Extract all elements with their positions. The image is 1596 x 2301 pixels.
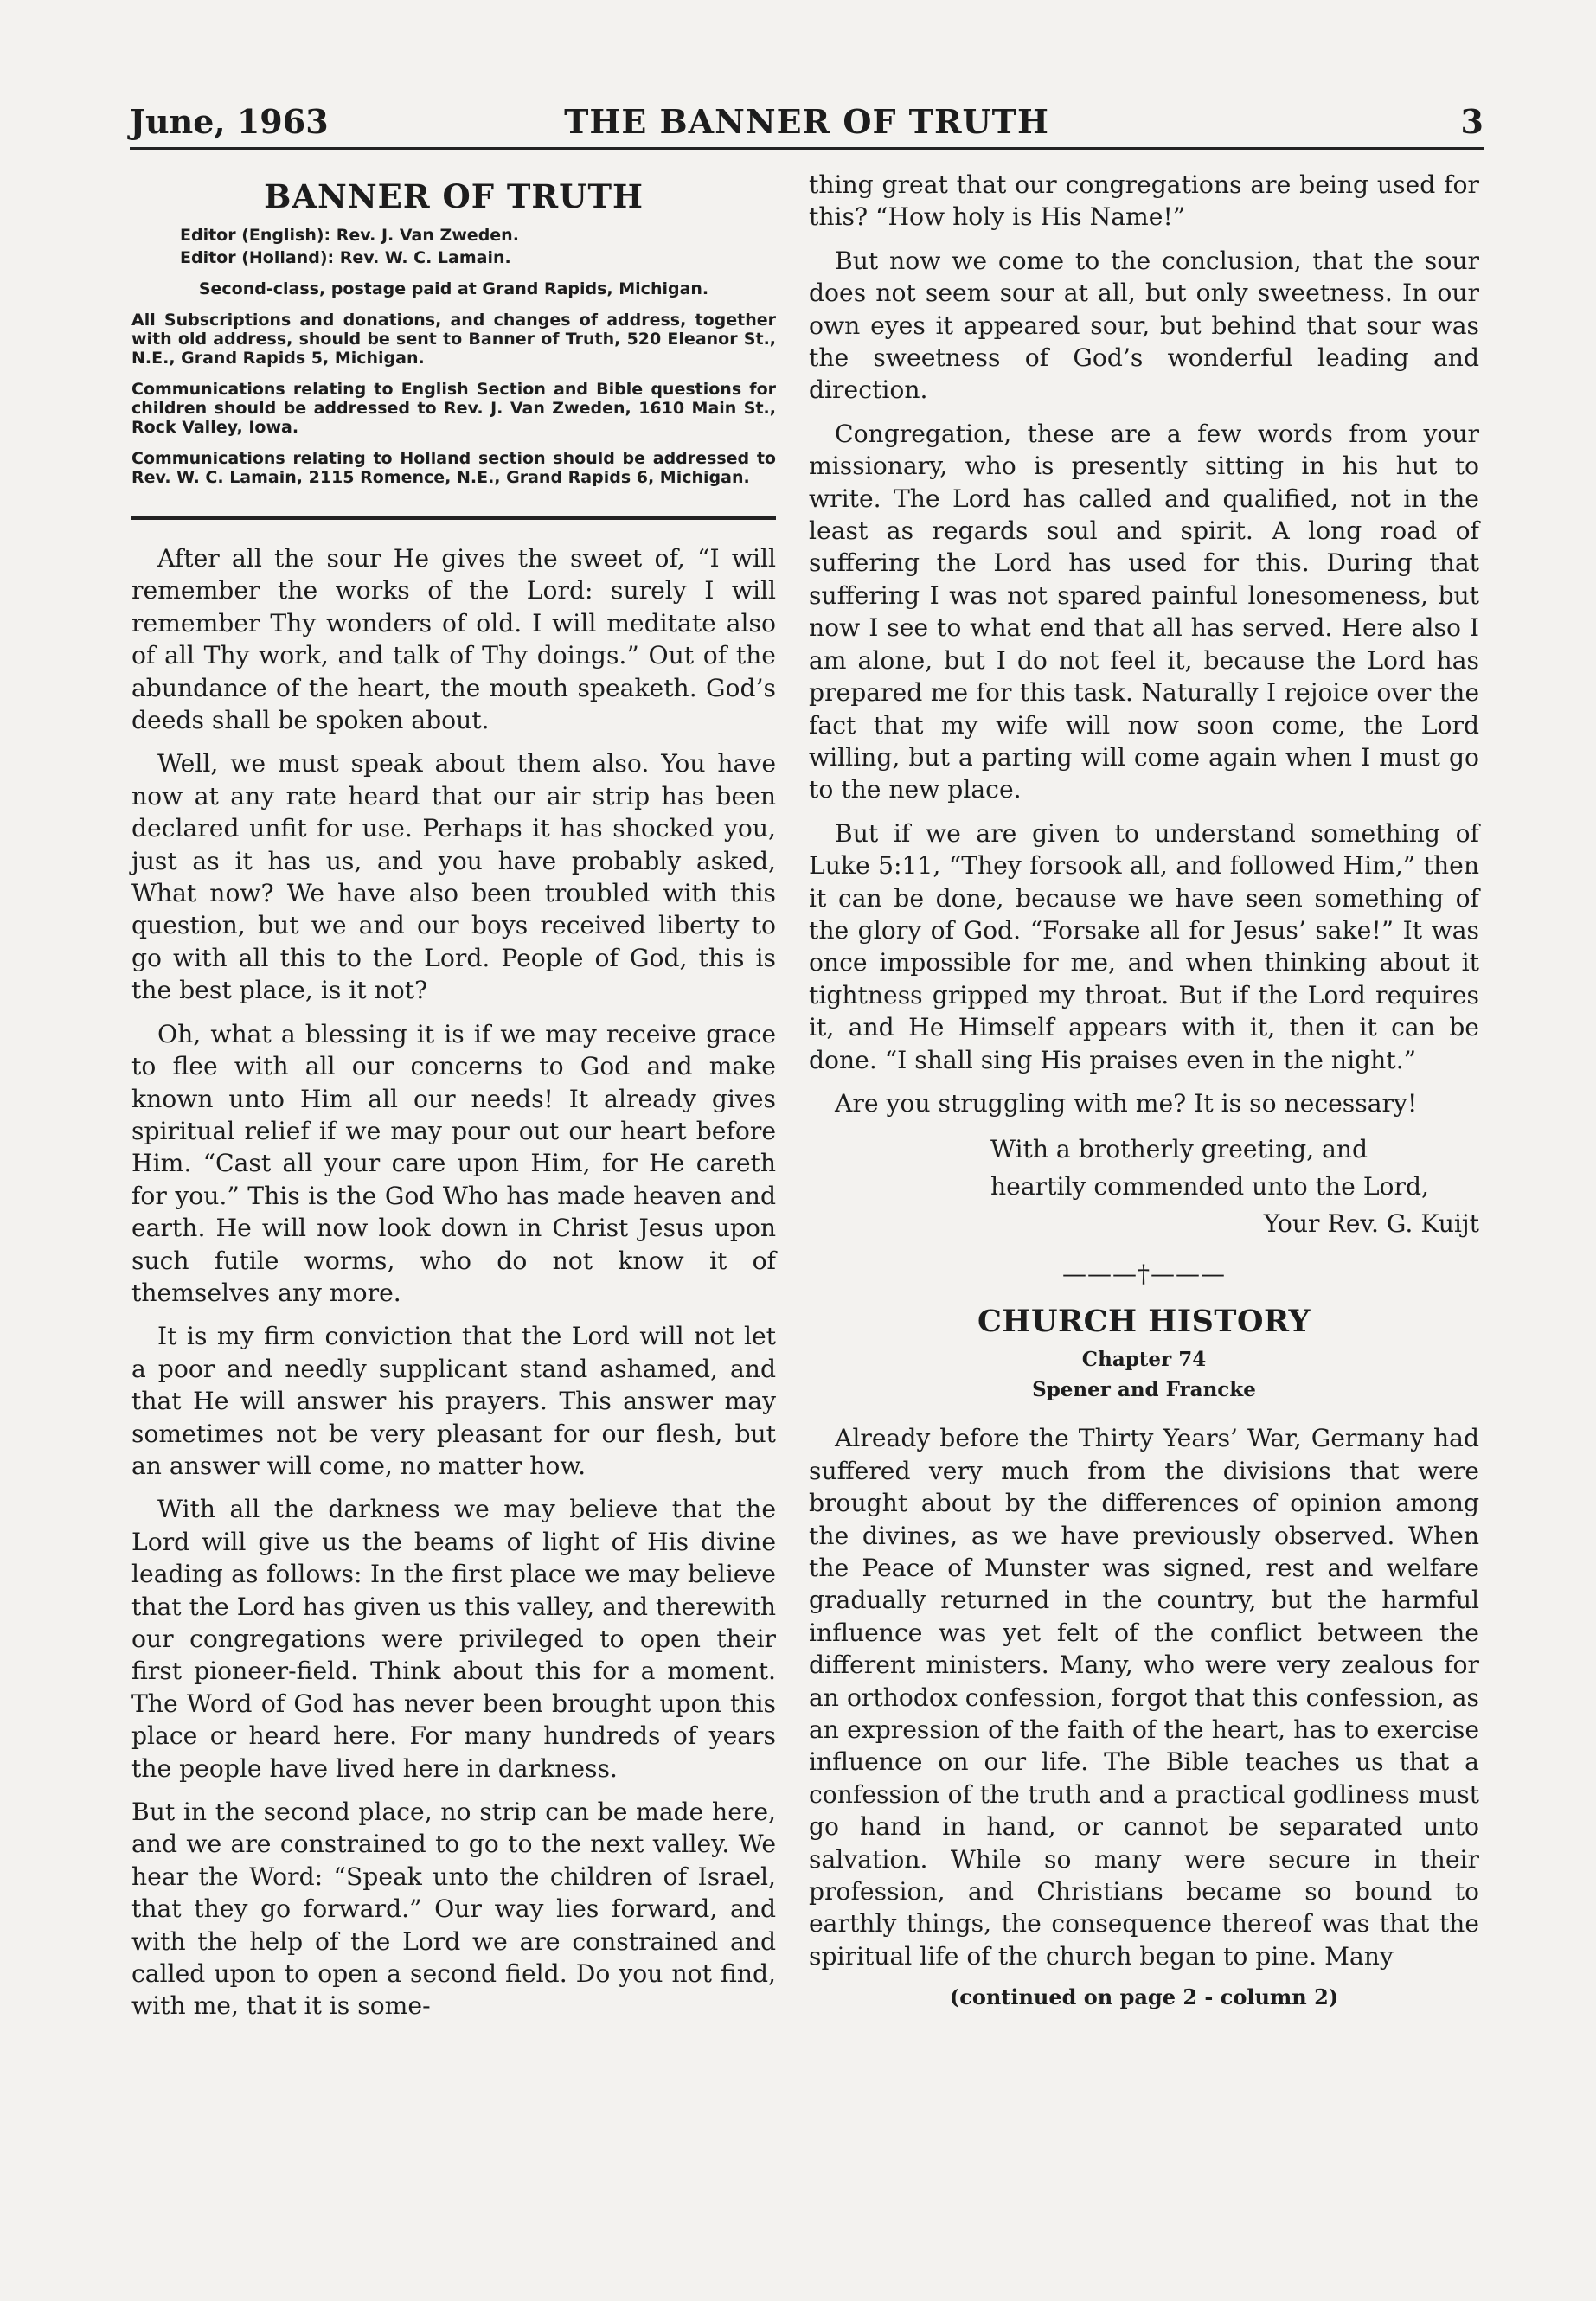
paragraph: thing great that our congregations are being used for this? “How holy is His Name!” bbox=[809, 170, 1479, 232]
paragraph: With all the darkness we may believe that the Lord will give us the beams of light of His divine leading as follows: In the first place we may believe that the Lord has given us this valley, and therewith our congregations were privileged to open their first pioneer-field. Think about this for a moment. The Word of God has never been brought upon this place or heard here. For many hundreds of years the people have lived here in darkness. bbox=[131, 1495, 776, 1783]
signature: Your Rev. G. Kuijt bbox=[1263, 1209, 1479, 1239]
letter-body-left bbox=[131, 542, 776, 2022]
issue-date: June, 1963 bbox=[130, 102, 329, 141]
paragraph: After all the sour He gives the sweet of, “I will remember the works of the Lord: surely I will remember Thy wonders of old. I will meditate also of all Thy work, and talk of Thy doings.” Out of the abundance of the heart, the mouth speaketh. God’s deeds shall be spoken about. bbox=[131, 544, 776, 735]
masthead-rule bbox=[131, 516, 776, 520]
paragraph: Oh, what a blessing it is if we may receive grace to flee with all our concerns to God and make known unto Him all our needs! It already gives spiritual relief if we may pour out our heart before Him. “Cast all your care upon Him, for He careth for you.” This is the God Who has made heaven and earth. He will now look down in Christ Jesus upon such futile worms, who do not know it of themselves any more. bbox=[131, 1019, 776, 1307]
cross-divider: ———†——— bbox=[1062, 1259, 1226, 1289]
publication-title: THE BANNER OF TRUTH bbox=[564, 102, 1049, 141]
paragraph: It is my firm conviction that the Lord will not let a poor and needly supplicant stand ashamed, and that He will answer his prayers. This answer may sometimes not be very pleasant for our flesh, but an answer will come, no matter how. bbox=[131, 1322, 776, 1480]
subscriptions-note: All Subscriptions and donations, and changes of address, together with old address, should be sent to Banner of Truth, 520 Eleanor St., N.E., Grand Rapids 5, Michigan. bbox=[131, 311, 776, 368]
paragraph: But if we are given to understand something of Luke 5:11, “They forsook all, and followed Him,” then it can be done, because we have seen something of the glory of God. “Forsake all for Jesus’ sake!” It was once impossible for me, and when thinking about it tightness gripped my throat. But if the Lord requires it, and He Himself appears with it, then it can be done. “I shall sing His praises even in the night.” bbox=[809, 818, 1479, 1074]
paragraph: But now we come to the conclusion, that the sour does not seem sour at all, but only sweetness. In our own eyes it appeared sour, but behind that sour was the sweetness of God’s wonderful leading and direction. bbox=[809, 246, 1479, 405]
paragraph: Are you struggling with me? It is so necessary! bbox=[835, 1088, 1418, 1118]
chapter-label: Chapter 74 bbox=[1081, 1348, 1207, 1372]
postage-note: Second-class, postage paid at Grand Rapids, Michigan. bbox=[198, 279, 709, 298]
right-column bbox=[809, 169, 1479, 2009]
paragraph: Well, we must speak about them also. You have now at any rate heard that our air strip has been declared unfit for use. Perhaps it has shocked you, just as it has us, and you have probably asked, What now? We have also been troubled with this question, but we and our boys received liberty to go with all this to the Lord. People of God, this is the best place, is it not? bbox=[131, 749, 776, 1005]
paragraph: Congregation, these are a few words from your missionary, who is presently sitting in his hut to write. The Lord has called and qualified, not in the least as regards soul and spirit. A long road of suffering the Lord has used for this. During that suffering I was not spared painful lonesomeness, but now I see to what end that all has served. Here also I am alone, but I do not feel it, because the Lord has prepared me for this task. Naturally I rejoice over the fact that my wife will now soon come, the Lord willing, but a parting will come again when I must go to the new place. bbox=[809, 419, 1479, 804]
church-history-body bbox=[809, 1422, 1479, 1972]
section-title: CHURCH HISTORY bbox=[977, 1304, 1311, 1340]
editor-english: Editor (English): Rev. J. Van Zweden. bbox=[180, 226, 519, 245]
letter-body-right bbox=[809, 169, 1479, 1119]
holland-section-note: Communications relating to Holland section should be addressed to Rev. W. C. Lamain, 2115 Romence, N.E., Grand Rapids 6, Michigan. bbox=[131, 449, 776, 487]
continued-note: (continued on page 2 - column 2) bbox=[949, 1984, 1339, 2010]
section-subtitle: Spener and Francke bbox=[1032, 1378, 1256, 1402]
letter-closing bbox=[809, 1131, 1479, 1242]
english-section-note: Communications relating to English Section and Bible questions for children should be addressed to Rev. J. Van Zweden, 1610 Main St., Rock Valley, Iowa. bbox=[131, 380, 776, 437]
paragraph: But in the second place, no strip can be made here, and we are constrained to go to the next valley. We hear the Word: “Speak unto the children of Israel, that they go forward.” Our way lies forward, and with the help of the Lord we are constrained and called upon to open a second field. Do you not find, with me, that it is some- bbox=[131, 1798, 776, 2021]
page-header bbox=[130, 102, 1484, 150]
closing-line-2: heartily commended unto the Lord, bbox=[990, 1172, 1429, 1202]
paragraph: Already before the Thirty Years’ War, Germany had suffered very much from the divisions that were brought about by the differences of opinion among the divines, as we have previously observed. When the Peace of Munster was signed, rest and welfare gradually returned in the country, but the harmful influence was yet felt of the conflict between the different ministers. Many, who were very zealous for an orthodox confession, forgot that this confession, as an expression of the faith of the heart, has to exercise influence on our life. The Bible teaches us that a confession of the truth and a practical godliness must go hand in hand, or cannot be separated unto salvation. While so many were secure in their profession, and Christians became so bound to earthly things, the consequence thereof was that the spiritual life of the church began to pine. Many bbox=[809, 1424, 1479, 1971]
masthead-title: BANNER OF TRUTH bbox=[264, 177, 644, 215]
masthead bbox=[131, 177, 776, 487]
page-number: 3 bbox=[1460, 102, 1484, 141]
closing-line-1: With a brotherly greeting, and bbox=[990, 1135, 1368, 1164]
editor-holland: Editor (Holland): Rev. W. C. Lamain. bbox=[180, 248, 511, 267]
left-column bbox=[131, 169, 776, 2034]
